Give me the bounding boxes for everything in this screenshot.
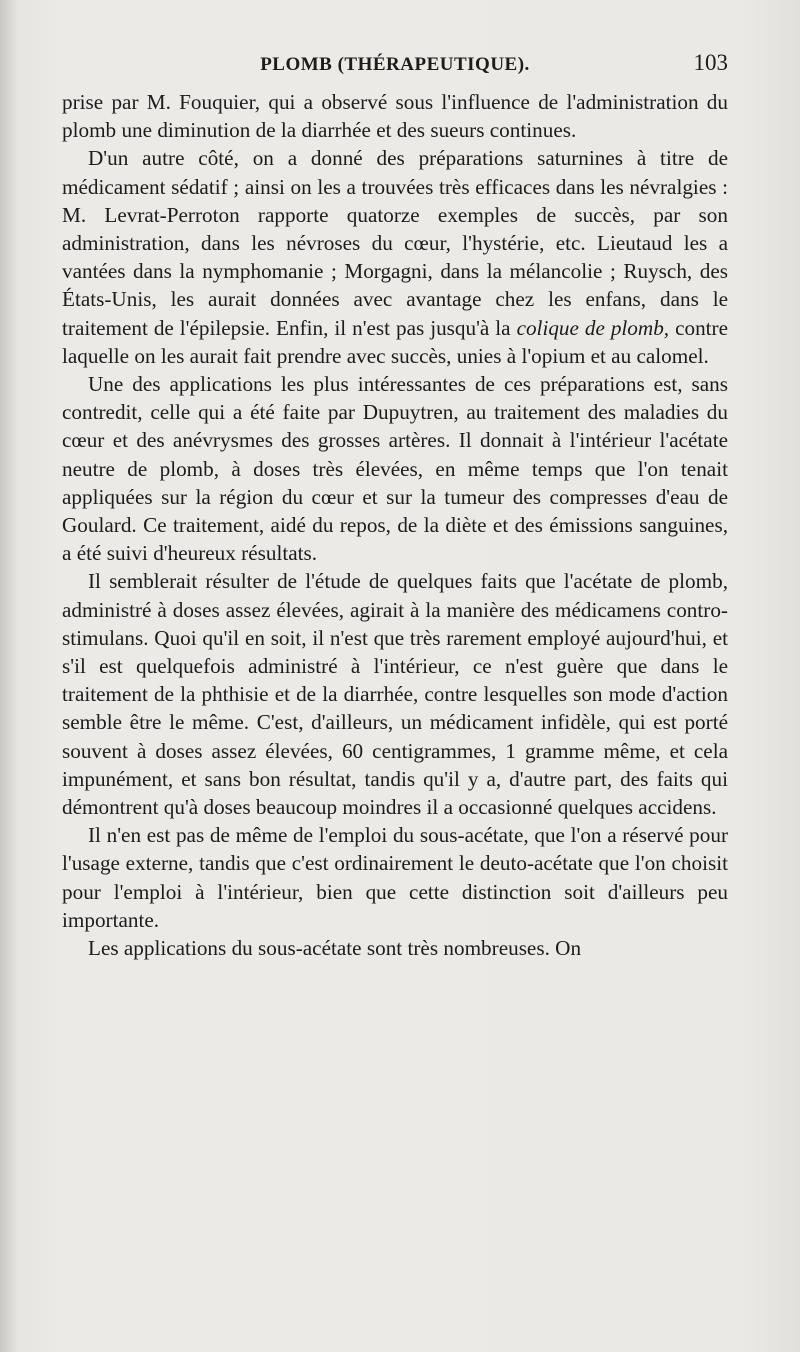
paragraph-text-after: contre laquelle on les aurait fait prendre avec succès, unies à l'opium et au calomel. xyxy=(62,315,729,368)
paragraph-sous-acetate: Il n'en est pas de même de l'emploi du sous-acétate, que l'on a réservé pour l'usage externe, tandis que c'est ordinairement le deuto-acétate que l'on choisit pour l'emploi à l'intérieur, bien que cette distinction soit d'ailleurs peu importante. xyxy=(62,823,728,932)
paragraph-acetate: Il semblerait résulter de l'étude de quelques faits que l'acétate de plomb, administré à doses assez élevées, agirait à la manière des médicamens contro-stimulans. Quoi qu'il en soit, il n'est que très rarement employé aujourd'hui, et s'il est quelquefois administré à l'intérieur, ce n'est guère que dans le traitement de la phthisie et de la diarrhée, contre lesquelles son mode d'action semble être le même. C'est, d'ailleurs, un médicament infidèle, qui est porté souvent à doses assez élevées, 60 centigrammes, 1 gramme même, et cela impunément, et sans bon résultat, tandis qu'il y a, d'autre part, des faits qui démontrent qu'à doses beaucoup moindres il a occasionné quelques accidens. xyxy=(62,569,728,820)
paragraph-applications: Les applications du sous-acétate sont très nombreuses. On xyxy=(88,936,582,961)
paragraph-sedative xyxy=(62,144,728,370)
italic-term: colique de plomb, xyxy=(516,315,670,340)
paragraph-continuation: prise par M. Fouquier, qui a observé sous l'influence de l'administration du plomb une diminution de la diarrhée et des sueurs continues. xyxy=(62,90,728,143)
page-header xyxy=(62,50,728,80)
body-text xyxy=(62,88,728,962)
running-head: PLOMB (THÉRAPEUTIQUE). xyxy=(260,54,530,75)
page-number: 103 xyxy=(693,50,728,75)
paragraph-text: D'un autre côté, on a donné des préparations saturnines à titre de médicament sédatif ; ainsi on les a trouvées très efficaces dans les névralgies : M. Levrat-Perroton rapporte quatorze exemples de succès, par son administration, dans les névroses du cœur, l'hystérie, etc. Lieutaud les a vantées dans la nymphomanie ; Morgagni, dans la mélancolie ; Ruysch, des États-Unis, les aurait données avec avantage chez les enfans, dans le traitement de l'épilepsie. Enfin, il n'est pas jusqu'à la xyxy=(62,146,728,340)
paragraph-dupuytren: Une des applications les plus intéressantes de ces préparations est, sans contredit, celle qui a été faite par Dupuytren, au traitement des maladies du cœur et des anévrysmes des grosses artères. Il donnait à l'intérieur l'acétate neutre de plomb, à doses très élevées, en même temps que l'on tenait appliquées sur la région du cœur et sur la tumeur des compresses d'eau de Goulard. Ce traitement, aidé du repos, de la diète et des émissions sanguines, a été suivi d'heureux résultats. xyxy=(62,372,728,566)
